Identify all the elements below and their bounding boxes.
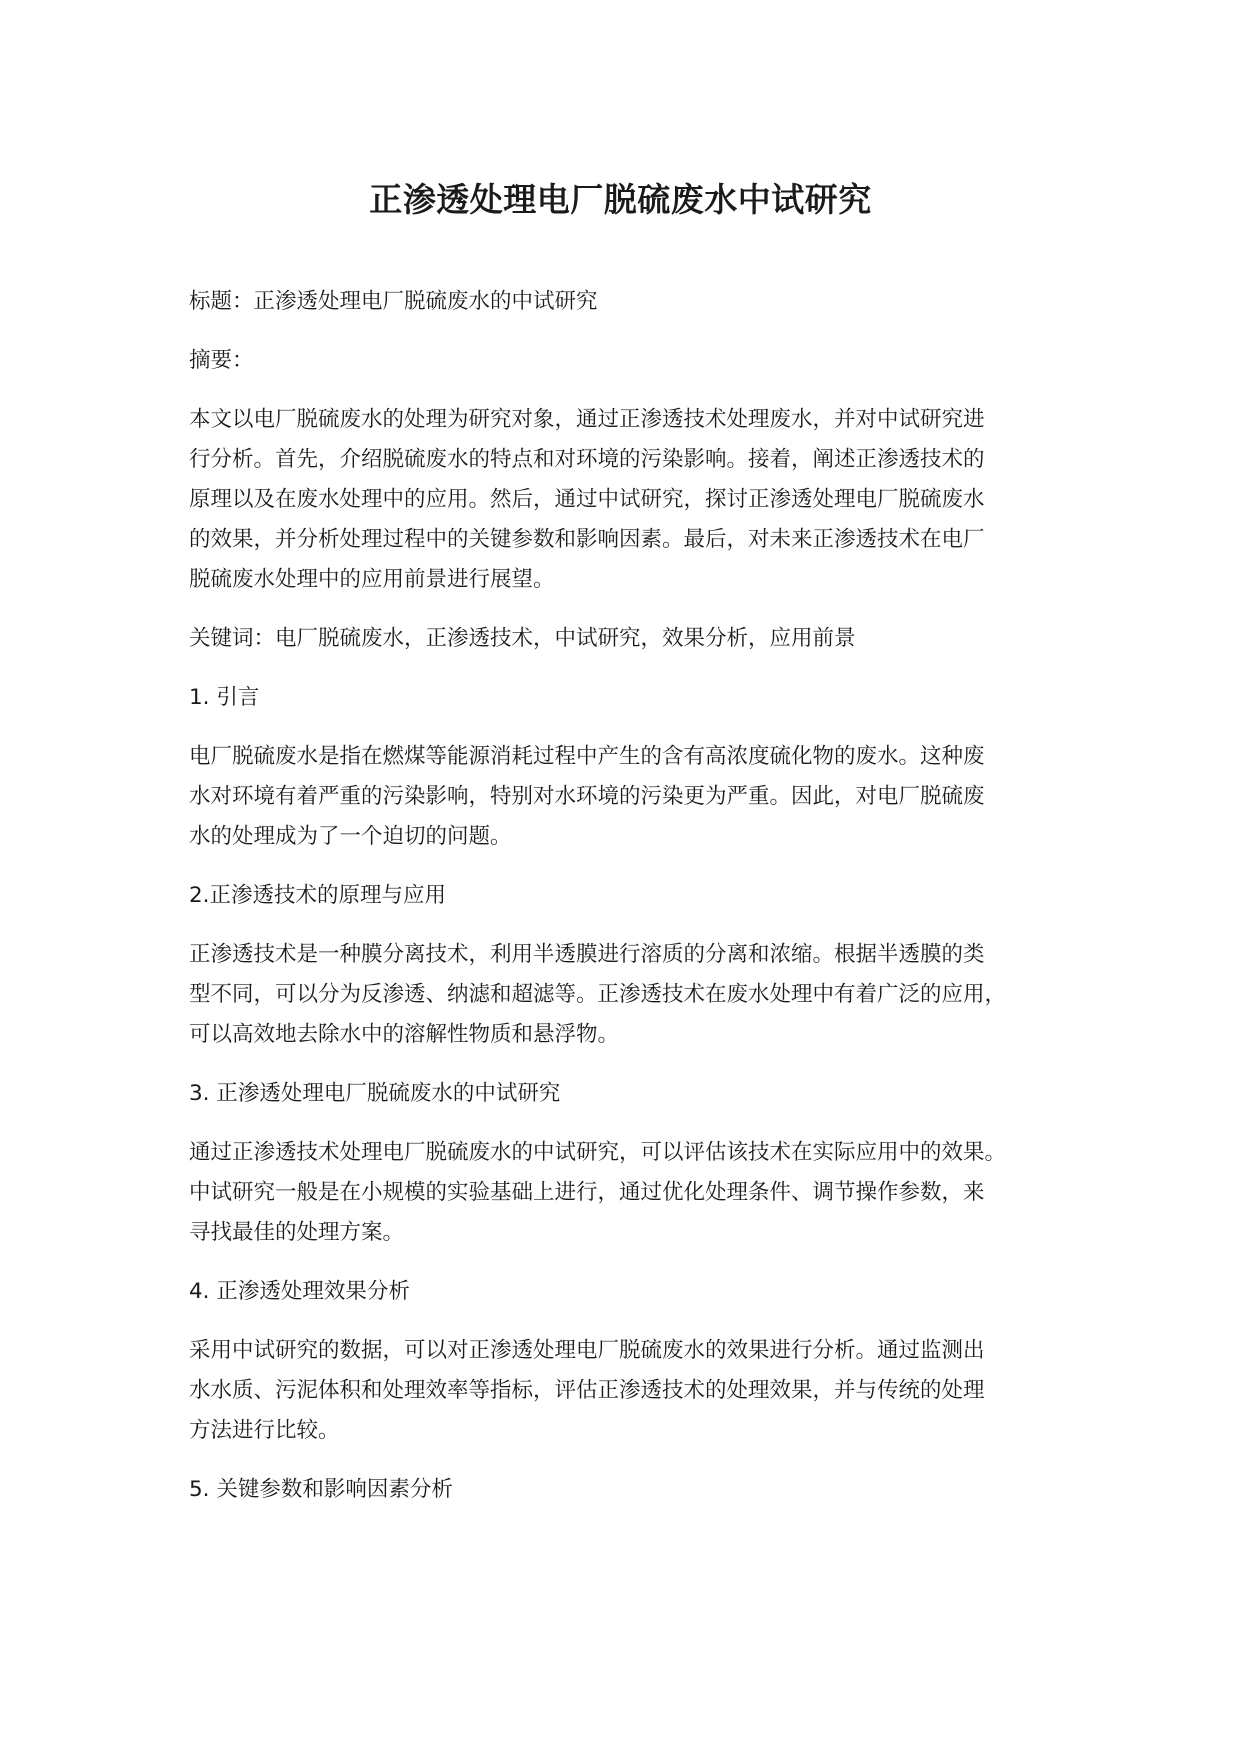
- text-line: 原理以及在废水处理中的应用。然后，通过中试研究，探讨正渗透处理电厂脱硫废水: [189, 487, 985, 512]
- text-line: 电厂脱硫废水是指在燃煤等能源消耗过程中产生的含有高浓度硫化物的废水。这种废: [189, 744, 985, 769]
- text-line: 摘要：: [189, 348, 254, 373]
- section-heading-3: [189, 1074, 1081, 1114]
- text-line: 5. 关键参数和影响因素分析: [189, 1477, 453, 1502]
- text-line: 1. 引言: [189, 685, 260, 710]
- abstract-paragraph: [189, 400, 1081, 600]
- text-line: 关键词：电厂脱硫废水，正渗透技术，中试研究，效果分析，应用前景: [189, 626, 856, 651]
- text-line: 脱硫废水处理中的应用前景进行展望。: [189, 567, 555, 592]
- document-title: 正渗透处理电厂脱硫废水中试研究: [369, 180, 872, 219]
- section-heading-5: [189, 1470, 1081, 1510]
- section-heading-2: [189, 876, 1081, 916]
- text-line: 采用中试研究的数据，可以对正渗透处理电厂脱硫废水的效果进行分析。通过监测出: [189, 1338, 985, 1363]
- text-line: 行分析。首先，介绍脱硫废水的特点和对环境的污染影响。接着，阐述正渗透技术的: [189, 447, 985, 472]
- subtitle-paragraph: [189, 282, 1081, 322]
- section-heading-1: [189, 678, 1081, 718]
- text-line: 方法进行比较。: [189, 1418, 340, 1443]
- text-line: 水的处理成为了一个迫切的问题。: [189, 824, 512, 849]
- text-line: 3. 正渗透处理电厂脱硫废水的中试研究: [189, 1081, 561, 1106]
- text-line: 可以高效地去除水中的溶解性物质和悬浮物。: [189, 1022, 620, 1047]
- document-body: [189, 282, 1081, 1529]
- text-line: 型不同，可以分为反渗透、纳滤和超滤等。正渗透技术在废水处理中有着广泛的应用，: [189, 982, 1007, 1007]
- section-2-paragraph: [189, 935, 1081, 1055]
- text-line: 通过正渗透技术处理电厂脱硫废水的中试研究，可以评估该技术在实际应用中的效果。: [189, 1140, 1007, 1165]
- section-3-paragraph: [189, 1133, 1081, 1253]
- text-line: 正渗透技术是一种膜分离技术，利用半透膜进行溶质的分离和浓缩。根据半透膜的类: [189, 942, 985, 967]
- section-heading-4: [189, 1272, 1081, 1312]
- text-line: 中试研究一般是在小规模的实验基础上进行，通过优化处理条件、调节操作参数，来: [189, 1180, 985, 1205]
- text-line: 4. 正渗透处理效果分析: [189, 1279, 410, 1304]
- text-line: 2.正渗透技术的原理与应用: [189, 883, 447, 908]
- text-line: 水水质、污泥体积和处理效率等指标，评估正渗透技术的处理效果，并与传统的处理: [189, 1378, 985, 1403]
- text-line: 水对环境有着严重的污染影响，特别对水环境的污染更为严重。因此，对电厂脱硫废: [189, 784, 985, 809]
- section-1-paragraph: [189, 737, 1081, 857]
- keywords-paragraph: [189, 619, 1081, 659]
- text-line: 本文以电厂脱硫废水的处理为研究对象，通过正渗透技术处理废水，并对中试研究进: [189, 407, 985, 432]
- text-line: 的效果，并分析处理过程中的关键参数和影响因素。最后，对未来正渗透技术在电厂: [189, 527, 985, 552]
- text-line: 标题：正渗透处理电厂脱硫废水的中试研究: [189, 289, 598, 314]
- text-line: 寻找最佳的处理方案。: [189, 1220, 405, 1245]
- abstract-label: [189, 341, 1081, 381]
- section-4-paragraph: [189, 1331, 1081, 1451]
